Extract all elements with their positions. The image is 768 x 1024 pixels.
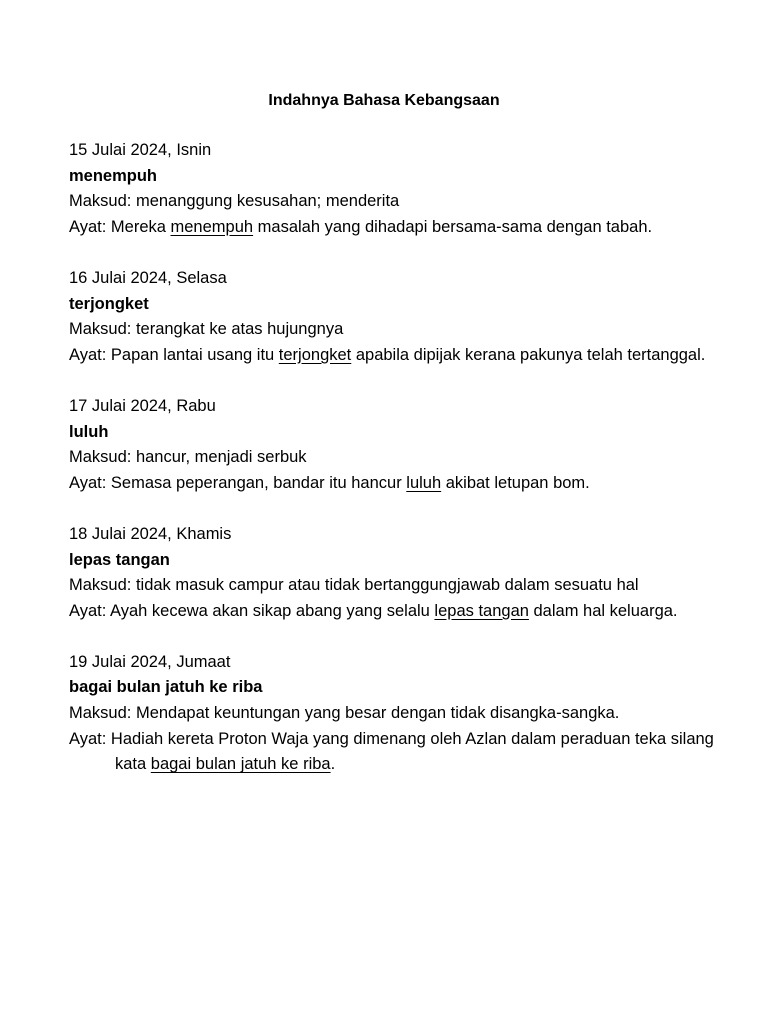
ayat-text-after: . (330, 755, 336, 774)
maksud-label: Maksud: (69, 320, 132, 339)
entry-date: 18 Julai 2024, Khamis (69, 524, 232, 543)
ayat-text-before: Mereka (110, 217, 171, 236)
entry-maksud (69, 445, 728, 471)
entry-term: lepas tangan (69, 550, 170, 569)
maksud-text: Mendapat keuntungan yang besar dengan tidak disangka-sangka. (135, 704, 620, 723)
entry-ayat (69, 471, 725, 497)
entry-maksud (69, 573, 728, 599)
entry-ayat (69, 727, 725, 778)
ayat-text-after: dalam hal keluarga. (528, 601, 678, 620)
ayat-label: Ayat: (69, 217, 107, 236)
entry-ayat (69, 215, 725, 241)
ayat-label: Ayat: (69, 473, 107, 492)
entry-maksud (69, 189, 728, 215)
ayat-label: Ayat: (69, 345, 107, 364)
entry-ayat (69, 343, 725, 369)
entry-4 (69, 522, 728, 624)
ayat-text-before: Hadiah kereta Proton Waja yang dimenang oleh Azlan dalam peraduan teka silang kata (110, 729, 714, 774)
entry-term: terjongket (69, 294, 149, 313)
ayat-underlined-term: menempuh (170, 217, 254, 236)
maksud-text: hancur, menjadi serbuk (135, 448, 307, 467)
maksud-label: Maksud: (69, 704, 132, 723)
entry-term: luluh (69, 422, 109, 441)
ayat-label: Ayat: (69, 729, 107, 748)
entry-1 (69, 138, 728, 240)
ayat-underlined-term: luluh (406, 473, 442, 492)
maksud-label: Maksud: (69, 192, 132, 211)
maksud-label: Maksud: (69, 448, 132, 467)
ayat-text-after: masalah yang dihadapi bersama-sama dengan tabah. (253, 217, 653, 236)
entry-3 (69, 394, 728, 496)
entry-term: bagai bulan jatuh ke riba (69, 678, 263, 697)
maksud-label: Maksud: (69, 576, 132, 595)
ayat-underlined-term: bagai bulan jatuh ke riba (150, 755, 331, 774)
entry-term: menempuh (69, 166, 158, 185)
ayat-text-before: Papan lantai usang itu (110, 345, 279, 364)
entry-date: 17 Julai 2024, Rabu (69, 396, 216, 415)
maksud-text: tidak masuk campur atau tidak bertanggungjawab dalam sesuatu hal (135, 576, 639, 595)
entry-date: 19 Julai 2024, Jumaat (69, 652, 231, 671)
entry-ayat (69, 599, 725, 625)
ayat-text-after: apabila dipijak kerana pakunya telah tertanggal. (351, 345, 706, 364)
document-title: Indahnya Bahasa Kebangsaan (268, 92, 500, 109)
maksud-text: menanggung kesusahan; menderita (135, 192, 400, 211)
ayat-underlined-term: lepas tangan (434, 601, 529, 620)
ayat-underlined-term: terjongket (278, 345, 352, 364)
ayat-text-before: Ayah kecewa akan sikap abang yang selalu (110, 601, 435, 620)
entry-maksud (69, 701, 728, 727)
ayat-text-before: Semasa peperangan, bandar itu hancur (110, 473, 407, 492)
entry-5 (69, 650, 728, 778)
maksud-text: terangkat ke atas hujungnya (135, 320, 344, 339)
ayat-label: Ayat: (69, 601, 107, 620)
entry-maksud (69, 317, 728, 343)
entry-date: 15 Julai 2024, Isnin (69, 141, 212, 159)
entry-2 (69, 266, 728, 368)
entry-date: 16 Julai 2024, Selasa (69, 268, 227, 287)
ayat-text-after: akibat letupan bom. (441, 473, 590, 492)
